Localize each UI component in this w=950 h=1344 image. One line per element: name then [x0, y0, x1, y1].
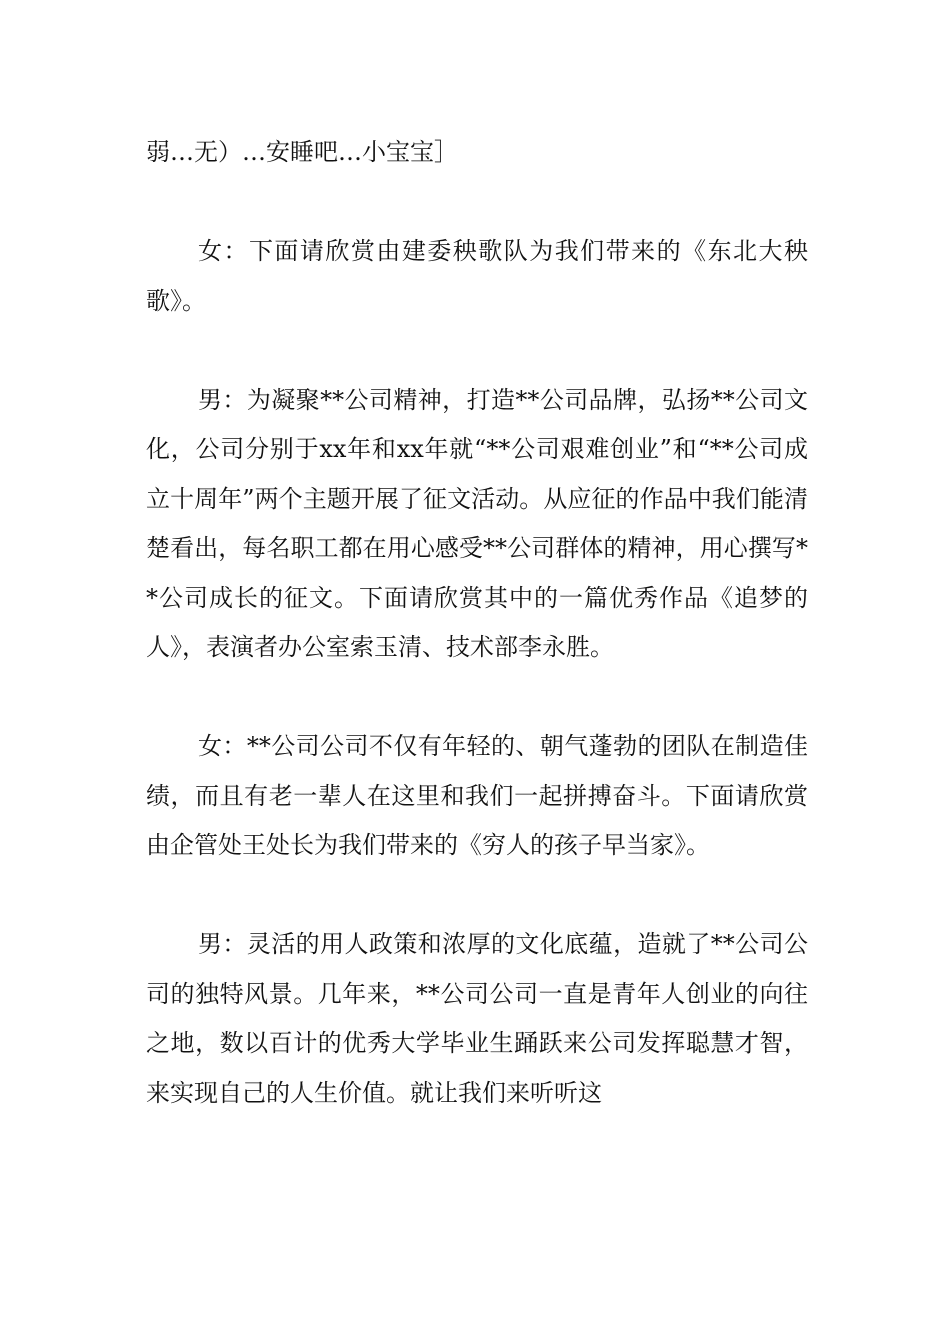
paragraph-female-host-yangge: 女：下面请欣赏由建委秧歌队为我们带来的《东北大秧歌》。	[146, 237, 808, 315]
paragraph-male-host-essay: 男：为凝聚**公司精神，打造**公司品牌，弘扬**公司文化，公司分别于xx年和xx年就“**公司艰难创业”和“**公司成立十周年”两个主题开展了征文活动。从应征的作品中我们能清楚看出，每名职工都在用心感受**公司群体的精神，用心撰写**公司成长的征文。下面请欣赏其中的一篇优秀作品《追梦的人》，表演者办公室索玉清、技术部李永胜。	[146, 385, 808, 661]
paragraph-female-host-elders: 女：**公司公司不仅有年轻的、朝气蓬勃的团队在制造佳绩，而且有老一辈人在这里和我们一起拼搏奋斗。下面请欣赏由企管处王处长为我们带来的《穷人的孩子早当家》。	[146, 732, 808, 859]
paragraph-continuation: 弱…无）…安睡吧…小宝宝］	[146, 138, 458, 166]
paragraph-male-host-talent: 男：灵活的用人政策和浓厚的文化底蕴，造就了**公司公司的独特风景。几年来，**公司公司一直是青年人创业的向往之地，数以百计的优秀大学毕业生踊跃来公司发挥聪慧才智，来实现自己的人生价值。就让我们来听听这	[146, 930, 808, 1107]
document-body	[146, 128, 808, 1168]
